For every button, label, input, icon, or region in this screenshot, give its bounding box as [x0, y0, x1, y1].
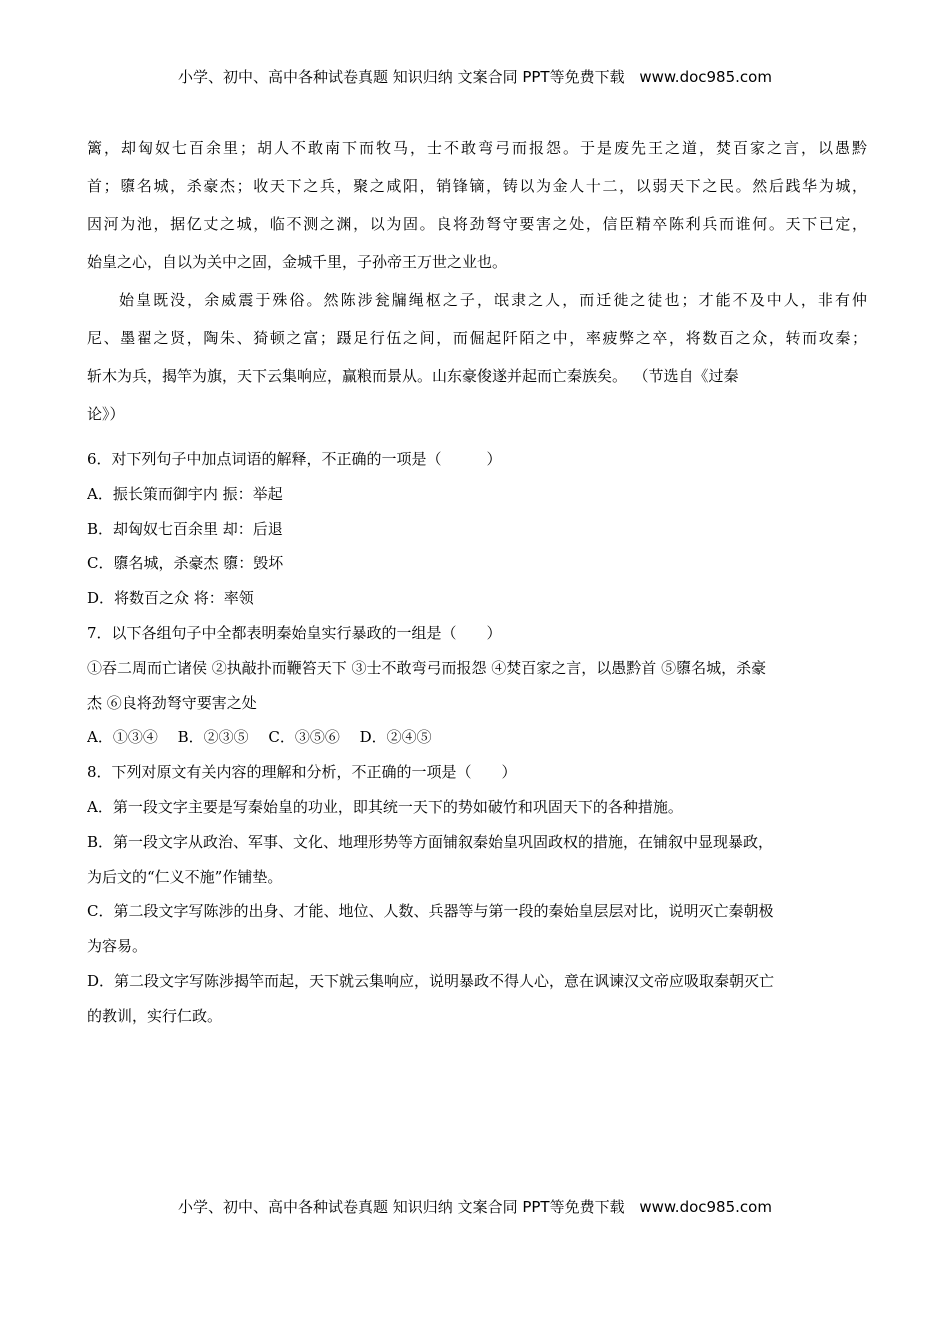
header-site-link[interactable]: www.doc985.com [639, 68, 772, 86]
document-body [87, 136, 867, 1039]
option-d-continued: 的教训，实行仁政。 [87, 1006, 223, 1025]
passage-line: 始皇之心，自以为关中之固，金城千里，子孙帝王万世之业也。 [87, 253, 508, 271]
question-stem: 8．下列对原文有关内容的理解和分析，不正确的一项是（ ） [87, 763, 517, 782]
header-text: 小学、初中、高中各种试卷真题 知识归纳 文案合同 PPT等免费下载 [178, 68, 625, 86]
footer-site-link[interactable]: www.doc985.com [639, 1198, 772, 1216]
option-c: C．第二段文字写陈涉的出身、才能、地位、人数、兵器等与第一段的秦始皇层层对比，说明灭亡秦朝极 [87, 902, 774, 921]
option-b: B．第一段文字从政治、军事、文化、地理形势等方面铺叙秦始皇巩固政权的措施，在铺叙中显现暴政， [87, 832, 774, 851]
question-items: 杰 ⑥良将劲弩守要害之处 [87, 693, 257, 712]
passage-line: 因河为池，据亿丈之城，临不测之渊，以为固。良将劲弩守要害之处，信臣精卒陈利兵而谁何。天下已定， [87, 215, 867, 233]
option-c: C．隳名城，杀豪杰 隳：毁坏 [87, 554, 284, 573]
question-stem: 6．对下列句子中加点词语的解释，不正确的一项是（ ） [87, 450, 502, 468]
source-citation-end: 论》） [87, 405, 125, 423]
question-stem: 7．以下各组句子中全都表明秦始皇实行暴政的一组是（ ） [87, 623, 502, 642]
passage [87, 136, 867, 447]
option-a: A．第一段文字主要是写秦始皇的功业，即其统一天下的势如破竹和巩固天下的各种措施。 [87, 797, 683, 816]
passage-line [87, 364, 867, 402]
question-8 [87, 760, 867, 1038]
option-b: B．却匈奴七百余里 却：后退 [87, 519, 283, 538]
option-c-continued: 为容易。 [87, 937, 148, 956]
passage-line: 篱，却匈奴七百余里；胡人不敢南下而牧马，士不敢弯弓而报怨。于是废先王之道，焚百家之言，以愚黔 [87, 139, 867, 157]
page-footer [0, 1196, 950, 1217]
option-d: D．第二段文字写陈涉揭竿而起，天下就云集响应，说明暴政不得人心，意在讽谏汉文帝应吸取秦朝灭亡 [87, 971, 775, 990]
question-options: A．①③④ B．②③⑤ C．③⑤⑥ D．②④⑤ [87, 728, 432, 747]
page-header [0, 66, 950, 87]
passage-line: 首；隳名城，杀豪杰；收天下之兵，聚之咸阳，销锋镝，铸以为金人十二，以弱天下之民。然后践华为城， [87, 177, 867, 195]
question-items: ①吞二周而亡诸侯 ②执敲扑而鞭笞天下 ③士不敢弯弓而报怨 ④焚百家之言，以愚黔首 ⑤隳名城，杀豪 [87, 658, 767, 677]
option-d: D．将数百之众 将：率领 [87, 589, 254, 608]
option-a: A．振长策而御宇内 振：举起 [87, 484, 283, 503]
source-citation: （节选自《过秦 [641, 367, 739, 385]
passage-text: 斩木为兵，揭竿为旗，天下云集响应，赢粮而景从。山东豪俊遂并起而亡秦族矣。 [87, 367, 628, 385]
footer-text: 小学、初中、高中各种试卷真题 知识归纳 文案合同 PPT等免费下载 [178, 1198, 625, 1216]
passage-line: 尼、墨翟之贤，陶朱、猗顿之富；蹑足行伍之间，而倔起阡陌之中，率疲弊之卒，将数百之众，转而攻秦； [87, 329, 867, 347]
question-7 [87, 621, 867, 760]
question-6 [87, 447, 867, 621]
passage-line: 始皇既没，余威震于殊俗。然陈涉瓮牖绳枢之子，氓隶之人，而迁徙之徒也；才能不及中人，非有仲 [119, 291, 867, 309]
option-b-continued: 为后文的“仁义不施”作铺垫。 [87, 867, 283, 886]
